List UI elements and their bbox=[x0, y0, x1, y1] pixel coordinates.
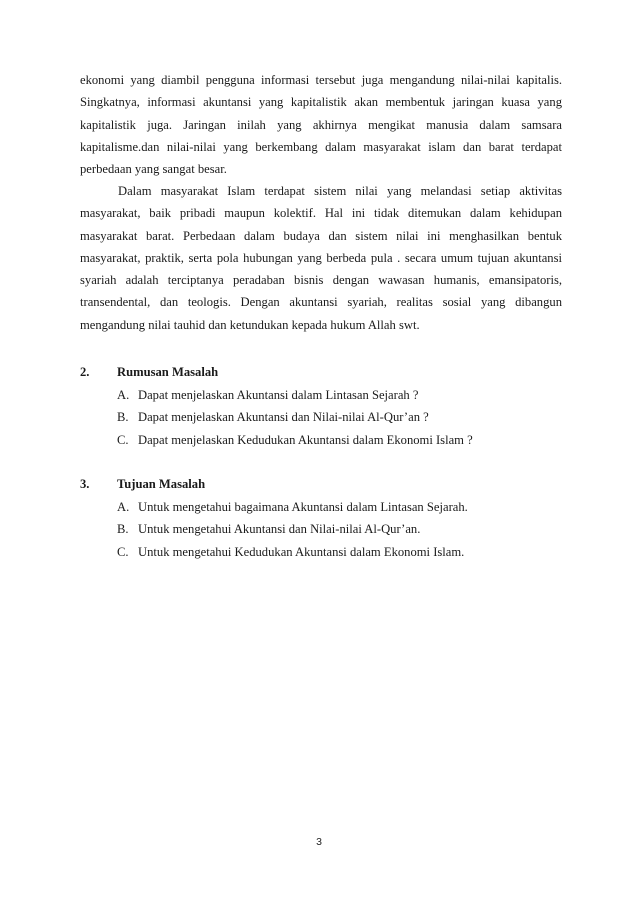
list-item bbox=[117, 541, 562, 563]
list-item bbox=[117, 384, 562, 406]
section-title: Rumusan Masalah bbox=[117, 365, 219, 379]
list-item bbox=[117, 406, 562, 428]
page-number: 3 bbox=[316, 836, 322, 848]
section-heading bbox=[80, 360, 562, 384]
body-paragraph-1: ekonomi yang diambil pengguna informasi tersebut juga mengandung nilai-nilai kapitalis. Singkatnya, informasi akuntansi yang kapitalistik akan membentuk jaringan kuasa yang kapitalistik juga. Jaringan inilah yang akhirnya mengikat manusia dalam samsara kapitalisme.dan nilai-nilai yang berkembang dalam masyarakat islam dan barat terdapat perbedaan yang sangat besar. bbox=[80, 73, 562, 177]
section-title: Tujuan Masalah bbox=[117, 477, 206, 491]
list-item-text: Dapat menjelaskan Akuntansi dalam Lintasan Sejarah ? bbox=[138, 388, 419, 402]
section-rumusan-masalah bbox=[80, 360, 562, 451]
list-item bbox=[117, 429, 562, 451]
section-number: 2. bbox=[80, 365, 90, 379]
list-item-text: Untuk mengetahui Akuntansi dan Nilai-nilai Al-Qur’an. bbox=[138, 522, 421, 537]
rumusan-list bbox=[80, 384, 562, 451]
list-item-letter: B. bbox=[117, 410, 129, 425]
section-number: 3. bbox=[80, 477, 90, 491]
list-item-text: Dapat menjelaskan Kedudukan Akuntansi dalam Ekonomi Islam ? bbox=[138, 432, 473, 447]
list-item bbox=[117, 496, 562, 518]
tujuan-list bbox=[80, 496, 562, 563]
list-item-text: Untuk mengetahui bagaimana Akuntansi dalam Lintasan Sejarah. bbox=[138, 500, 468, 514]
list-item-letter: A. bbox=[117, 388, 130, 402]
section-heading bbox=[80, 472, 562, 496]
list-item-letter: C. bbox=[117, 544, 129, 559]
list-item-letter: A. bbox=[117, 500, 130, 514]
body-paragraph-2: Dalam masyarakat Islam terdapat sistem nilai yang melandasi setiap aktivitas masyarakat, baik pribadi maupun kolektif. Hal ini tidak ditemukan dalam kehidupan masyarakat barat. Perbedaan dalam budaya dan sistem nilai ini menghasilkan bentuk masyarakat, praktik, serta pola hubungan yang berbeda pula . secara umum tujuan akuntansi syariah adalah terciptanya peradaban bisnis dengan wawasan humanis, emansipatoris, transendental, dan teologis. Dengan akuntansi syariah, realitas sosial yang dibangun mengandung nilai tauhid dan ketundukan kepada hukum Allah swt. bbox=[80, 184, 562, 332]
list-item-letter: C. bbox=[117, 432, 129, 447]
list-item-text: Untuk mengetahui Kedudukan Akuntansi dalam Ekonomi Islam. bbox=[138, 544, 465, 559]
list-item bbox=[117, 518, 562, 540]
section-tujuan-masalah bbox=[80, 472, 562, 563]
list-item-letter: B. bbox=[117, 522, 129, 537]
list-item-text: Dapat menjelaskan Akuntansi dan Nilai-nilai Al-Qur’an ? bbox=[138, 410, 429, 425]
